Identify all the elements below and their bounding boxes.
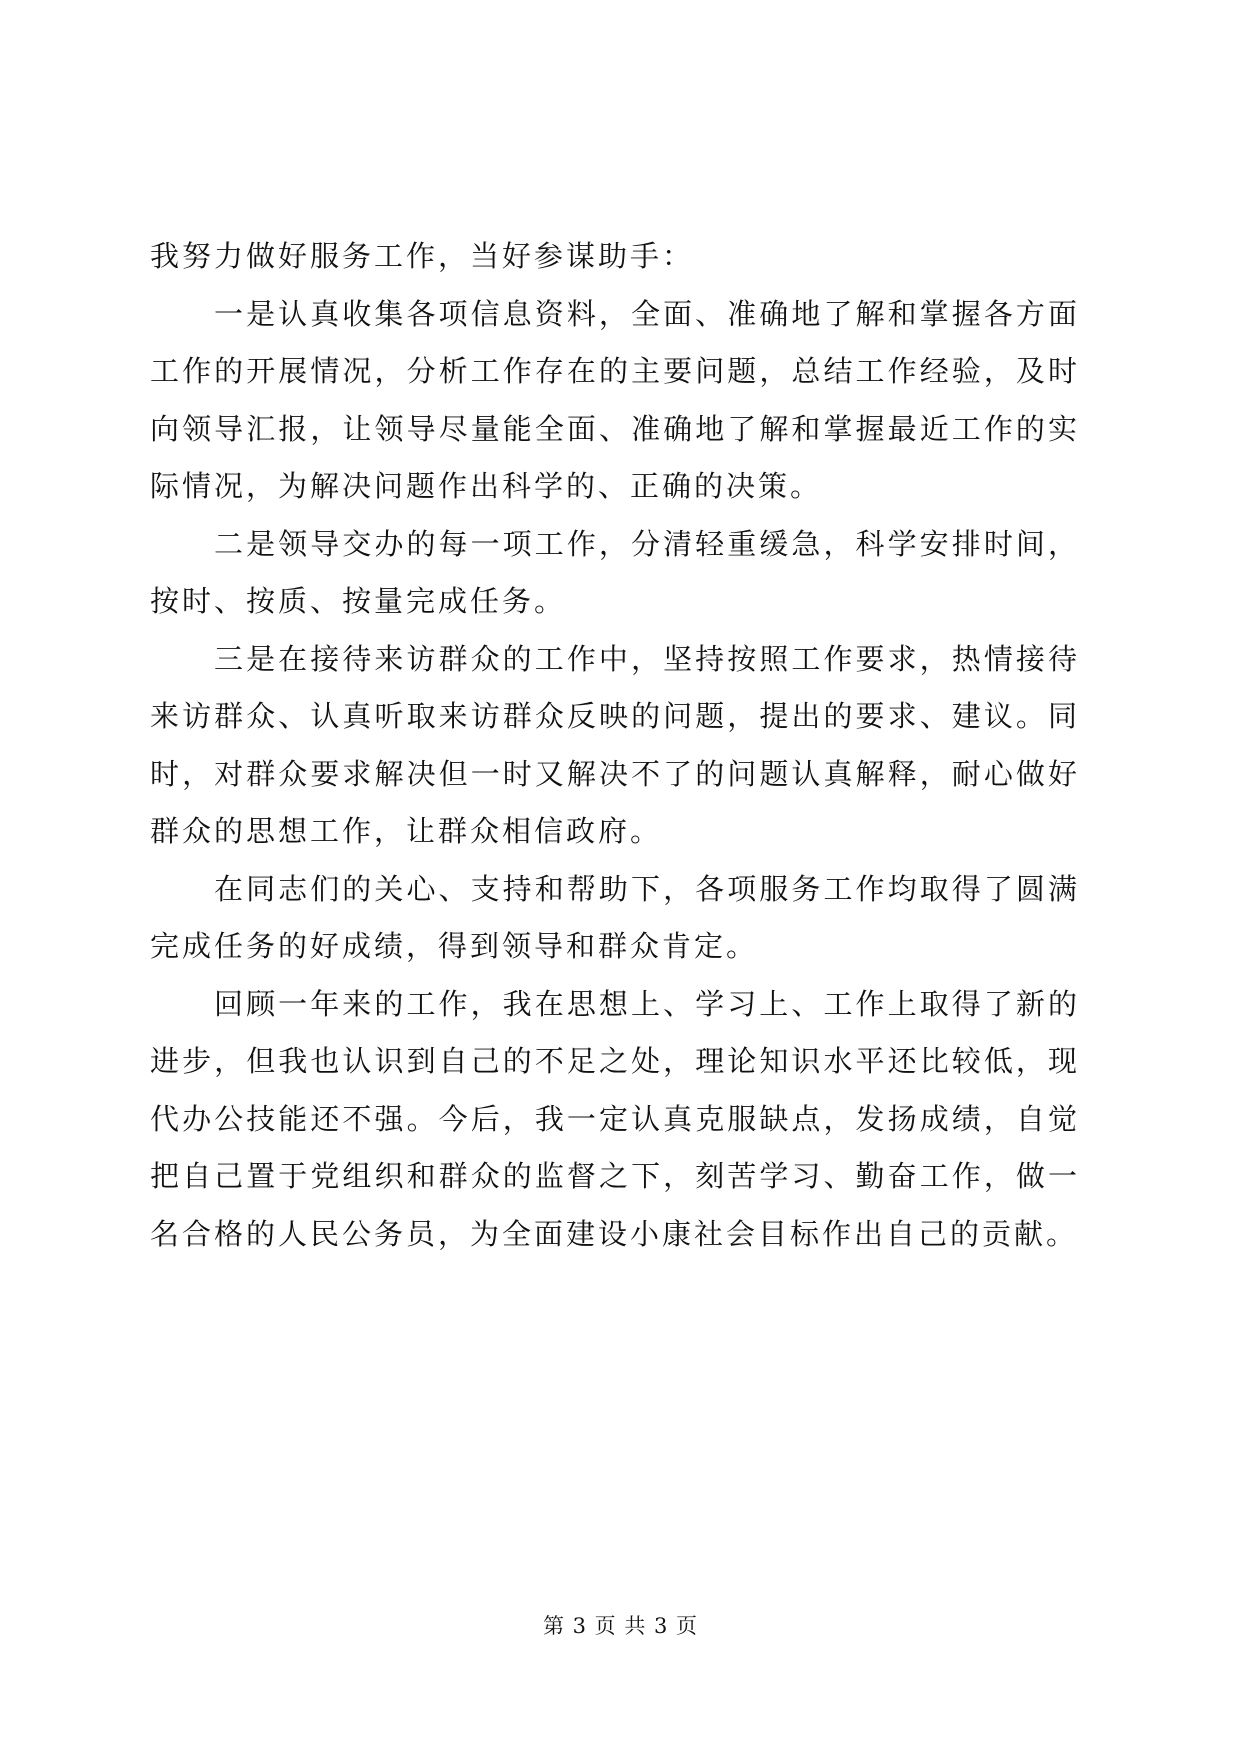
paragraph-intro: 我努力做好服务工作，当好参谋助手： [150, 239, 695, 273]
paragraph-item-one: 一是认真收集各项信息资料，全面、准确地了解和掌握各方面工作的开展情况，分析工作存在的主要问题，总结工作经验，及时向领导汇报，让领导尽量能全面、准确地了解和掌握最近工作的实际情况，为解决问题作出科学的、正确的决策。 [150, 296, 1080, 503]
paragraph-review: 回顾一年来的工作，我在思想上、学习上、工作上取得了新的进步，但我也认识到自己的不足之处，理论知识水平还比较低，现代办公技能还不强。今后，我一定认真克服缺点，发扬成绩，自觉把自己置于党组织和群众的监督之下，刻苦学习、勤奋工作，做一名合格的人民公务员，为全面建设小康社会目标作出自己的贡献。 [150, 986, 1080, 1251]
paragraph-item-three: 三是在接待来访群众的工作中，坚持按照工作要求，热情接待来访群众、认真听取来访群众反映的问题，提出的要求、建议。同时，对群众要求解决但一时又解决不了的问题认真解释，耐心做好群众的思想工作，让群众相信政府。 [150, 641, 1080, 848]
paragraph-item-two: 二是领导交办的每一项工作，分清轻重缓急，科学安排时间，按时、按质、按量完成任务。 [150, 526, 1080, 618]
page-number-footer: 第 3 页 共 3 页 [542, 1614, 699, 1638]
paragraph-summary: 在同志们的关心、支持和帮助下，各项服务工作均取得了圆满完成任务的好成绩，得到领导和群众肯定。 [150, 871, 1080, 963]
document-body [150, 228, 1080, 1263]
